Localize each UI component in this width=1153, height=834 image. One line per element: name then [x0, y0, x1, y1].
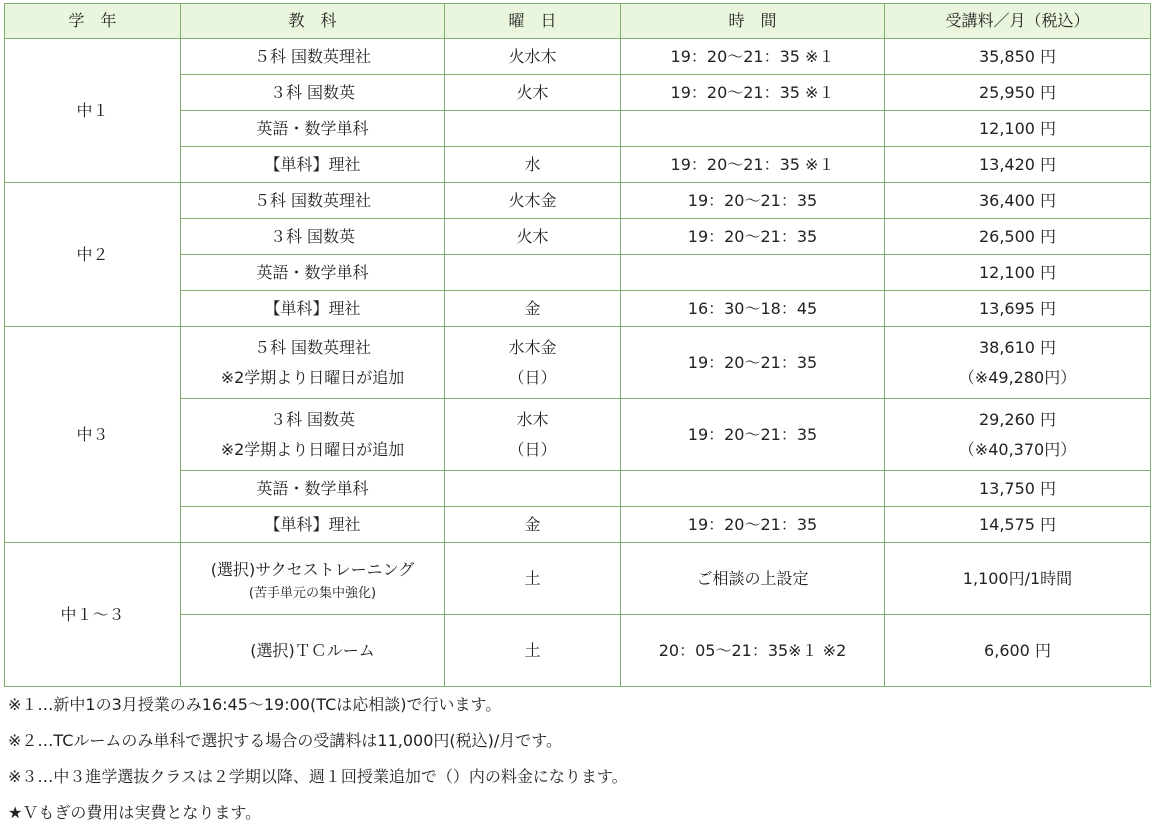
- subject-cell: [181, 327, 445, 399]
- time-cell: [621, 255, 885, 291]
- notes: [8, 690, 628, 834]
- fee-cell: 13,420 円: [885, 147, 1151, 183]
- time-cell: 19：20〜21：35 ※１: [621, 39, 885, 75]
- days-cell: [445, 399, 621, 471]
- fee-cell: 13,695 円: [885, 291, 1151, 327]
- subject-note: ※2学期より日曜日が追加: [220, 439, 405, 459]
- days-line: 水木: [516, 409, 549, 429]
- time-cell: 19：20〜21：35: [621, 183, 885, 219]
- fee-cell: 1,100円/1時間: [885, 543, 1151, 615]
- table-row: [5, 39, 1151, 75]
- days-note: （日）: [508, 367, 557, 387]
- days-note: （日）: [508, 439, 557, 459]
- time-cell: 19：20〜21：35: [621, 327, 885, 399]
- fee-cell: 6,600 円: [885, 615, 1151, 687]
- days-cell: 金: [445, 507, 621, 543]
- days-cell: 火木金: [445, 183, 621, 219]
- grade-cell: 中３: [5, 327, 181, 543]
- header-row: [5, 4, 1151, 39]
- time-cell: [621, 471, 885, 507]
- time-cell: 19：20〜21：35: [621, 399, 885, 471]
- days-line: 水木金: [508, 337, 557, 357]
- time-cell: ご相談の上設定: [621, 543, 885, 615]
- subject-note: (苦手単元の集中強化): [248, 585, 377, 601]
- header-grade: 学 年: [5, 4, 181, 39]
- subject-cell: ３科 国数英: [181, 219, 445, 255]
- subject-cell: 【単科】理社: [181, 507, 445, 543]
- fee-note: （※49,280円）: [958, 367, 1077, 387]
- time-cell: 19：20〜21：35: [621, 219, 885, 255]
- time-cell: 19：20〜21：35 ※１: [621, 75, 885, 111]
- subject-cell: 【単科】理社: [181, 291, 445, 327]
- time-cell: 19：20〜21：35 ※１: [621, 147, 885, 183]
- subject-cell: [181, 543, 445, 615]
- grade-cell: 中２: [5, 183, 181, 327]
- days-cell: 水: [445, 147, 621, 183]
- note-2: ※２…TCルームのみ単科で選択する場合の受講料は11,000円(税込)/月です。: [8, 731, 562, 750]
- days-cell: 土: [445, 543, 621, 615]
- fee-line: 38,610 円: [978, 337, 1057, 357]
- subject-cell: ５科 国数英理社: [181, 183, 445, 219]
- subject-cell: ５科 国数英理社: [181, 39, 445, 75]
- time-cell: [621, 111, 885, 147]
- fee-cell: 13,750 円: [885, 471, 1151, 507]
- fee-table: [4, 3, 1151, 687]
- table-row: [5, 183, 1151, 219]
- table-row: [5, 543, 1151, 615]
- fee-note: （※40,370円）: [958, 439, 1077, 459]
- days-cell: 金: [445, 291, 621, 327]
- fee-cell: [885, 327, 1151, 399]
- time-cell: 19：20〜21：35: [621, 507, 885, 543]
- table-row: [5, 327, 1151, 399]
- header-days: 曜 日: [445, 4, 621, 39]
- subject-line: ３科 国数英: [269, 409, 356, 429]
- subject-line: ５科 国数英理社: [253, 337, 372, 357]
- subject-cell: ３科 国数英: [181, 75, 445, 111]
- days-cell: 火水木: [445, 39, 621, 75]
- subject-cell: 英語・数学単科: [181, 471, 445, 507]
- time-cell: 16：30〜18：45: [621, 291, 885, 327]
- time-cell: 20：05〜21：35※１ ※2: [621, 615, 885, 687]
- fee-cell: 14,575 円: [885, 507, 1151, 543]
- days-cell: 火木: [445, 75, 621, 111]
- days-cell: 土: [445, 615, 621, 687]
- subject-cell: 英語・数学単科: [181, 255, 445, 291]
- fee-cell: 35,850 円: [885, 39, 1151, 75]
- note-3: ※３…中３進学選抜クラスは２学期以降、週１回授業追加で（）内の料金になります。: [8, 767, 628, 786]
- fee-cell: 36,400 円: [885, 183, 1151, 219]
- grade-cell: 中１〜３: [5, 543, 181, 687]
- days-cell: [445, 111, 621, 147]
- fee-cell: 12,100 円: [885, 255, 1151, 291]
- note-4: ★Ｖもぎの費用は実費となります。: [8, 803, 262, 822]
- days-cell: [445, 327, 621, 399]
- grade-cell: 中１: [5, 39, 181, 183]
- subject-cell: 英語・数学単科: [181, 111, 445, 147]
- note-1: ※１…新中1の3月授業のみ16:45〜19:00(TCは応相談)で行います。: [8, 695, 502, 714]
- subject-line: (選択)サクセストレーニング: [210, 559, 415, 579]
- header-subject: 教 科: [181, 4, 445, 39]
- days-cell: [445, 255, 621, 291]
- days-cell: 火木: [445, 219, 621, 255]
- subject-note: ※2学期より日曜日が追加: [220, 367, 405, 387]
- subject-cell: [181, 399, 445, 471]
- fee-cell: 26,500 円: [885, 219, 1151, 255]
- fee-cell: [885, 399, 1151, 471]
- days-cell: [445, 471, 621, 507]
- fee-line: 29,260 円: [978, 409, 1057, 429]
- fee-cell: 12,100 円: [885, 111, 1151, 147]
- fee-cell: 25,950 円: [885, 75, 1151, 111]
- header-time: 時 間: [621, 4, 885, 39]
- subject-cell: (選択)ＴＣルーム: [181, 615, 445, 687]
- subject-cell: 【単科】理社: [181, 147, 445, 183]
- header-fee: 受講料／月（税込）: [885, 4, 1151, 39]
